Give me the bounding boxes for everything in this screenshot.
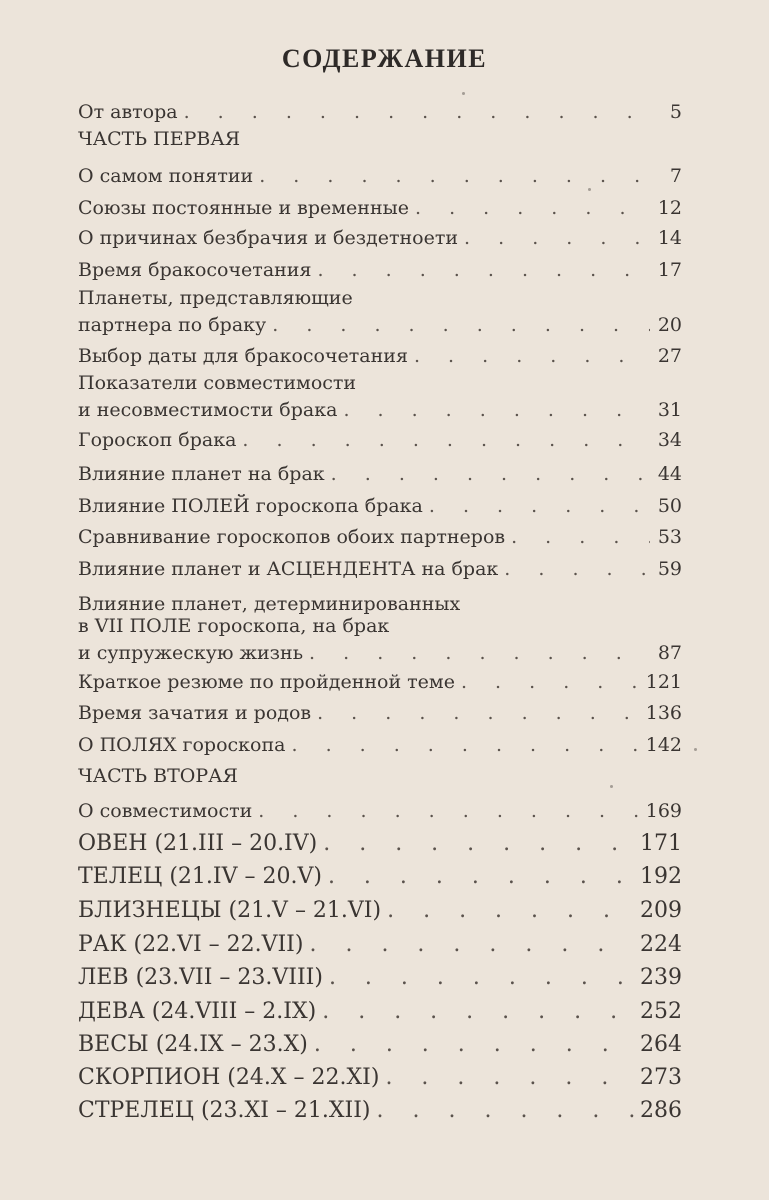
dot-leader [317,697,640,729]
toc-page-number: 7 [669,165,682,187]
toc-entry-title: Влияние ПОЛЕЙ гороскопа брака [78,495,423,517]
toc-page-number: 252 [640,999,682,1024]
toc-page-number: 44 [657,463,682,485]
toc-page-number: 169 [645,800,682,822]
toc-page-number: 50 [657,495,682,517]
toc-page-number: 209 [640,898,682,923]
paper-speck [694,748,697,751]
toc-entry [78,697,682,729]
toc-entry-title: О ПОЛЯХ гороскопа [78,734,286,756]
toc-entry-title: Гороскоп брака [78,429,237,451]
toc-entry [78,1095,682,1127]
toc-page-number: 87 [657,642,682,664]
toc-page-number: 136 [645,702,682,724]
toc-page-number: 239 [640,965,682,990]
toc-section-title: ЧАСТЬ ВТОРАЯ [78,765,238,787]
toc-entry-title: ОВЕН (21.III – 20.IV) [78,831,318,856]
dot-leader [328,861,634,893]
dot-leader [322,996,634,1028]
dot-leader [331,458,650,490]
toc-entry [78,160,682,192]
toc-entry-title: О совместимости [78,800,253,822]
toc-page-number: 264 [640,1032,682,1057]
dot-leader [309,637,650,669]
toc-section-title: ЧАСТЬ ПЕРВАЯ [78,128,241,150]
toc-entry [78,490,682,522]
toc-entry-title: Время зачатия и родов [78,702,312,724]
toc-entry-title: Краткое резюме по пройденной теме [78,671,455,693]
toc-entry-title: СКОРПИОН (24.X – 22.XI) [78,1065,380,1090]
toc-page-number: 20 [657,314,682,336]
toc-entry-title-line: Влияние планет, детерминированных [78,593,461,615]
toc-page-number: 121 [645,671,682,693]
dot-leader [387,895,634,927]
toc-entry-title: О самом понятии [78,165,254,187]
toc-page-number: 31 [657,399,682,421]
toc-entry [78,222,682,254]
toc-entry [78,929,682,961]
toc-entry-title: Сравнивание гороскопов обоих партнеров [78,526,506,548]
toc-entry [78,1029,682,1061]
toc-entry-title: От автора [78,101,178,123]
dot-leader [385,1062,634,1094]
dot-leader [291,729,639,761]
toc-entry-title: Время бракосочетания [78,259,312,281]
dot-leader [414,340,650,372]
toc-entry-title: и несовместимости брака [78,399,338,421]
toc-entry [78,254,682,286]
toc-page-number: 17 [657,259,682,281]
toc-entry-title: ЛЕВ (23.VII – 23.VIII) [78,965,323,990]
toc-page-number: 192 [640,864,682,889]
toc-entry-title: БЛИЗНЕЦЫ (21.V – 21.VI) [78,898,382,923]
toc-page-number: 12 [657,197,682,219]
toc-entry-title: РАК (22.VI – 22.VII) [78,932,304,957]
toc-page-number: 5 [669,101,682,123]
toc-section-heading [78,123,682,155]
toc-entry [78,996,682,1028]
dot-leader [242,424,650,456]
toc-entry-title: Влияние планет и АСЦЕНДЕНТА на брак [78,558,499,580]
dot-leader [511,521,650,553]
toc-entry-title: ВЕСЫ (24.IX – 23.X) [78,1032,308,1057]
toc-entry [78,287,682,341]
dot-leader [314,1029,634,1061]
toc-entry-title: ДЕВА (24.VIII – 2.IX) [78,999,317,1024]
toc-page-number: 34 [657,429,682,451]
toc-entry [78,340,682,372]
dot-leader [343,394,650,426]
toc-entry [78,372,682,426]
toc-page-number: 273 [640,1065,682,1090]
toc-entry-title: О причинах безбрачия и бездетноети [78,227,459,249]
toc-entry-title-line: Показатели совместимости [78,372,357,394]
toc-entry [78,962,682,994]
dot-leader [461,666,640,698]
toc-page-number: 14 [657,227,682,249]
toc-entry-title: СТРЕЛЕЦ (23.XI – 21.XII) [78,1098,371,1123]
toc-page-number: 171 [640,831,682,856]
toc-entry [78,729,682,761]
toc-page-number: 59 [657,558,682,580]
toc-entry-title-line: Планеты, представляющие [78,287,353,309]
toc-entry [78,795,682,827]
toc-entry-title-line: в VII ПОЛЕ гороскопа, на брак [78,615,390,637]
toc-entry [78,424,682,456]
dot-leader [464,222,650,254]
paper-speck [462,92,465,95]
toc-entry [78,861,682,893]
toc-entry [78,553,682,585]
toc-entry [78,666,682,698]
dot-leader [323,828,634,860]
toc-entry-title: Выбор даты для бракосочетания [78,345,408,367]
dot-leader [329,962,634,994]
toc-page-number: 142 [645,734,682,756]
toc-page-number: 286 [640,1098,682,1123]
toc-entry [78,458,682,490]
toc-page-number: 53 [657,526,682,548]
toc-entry [78,593,682,669]
toc-entry [78,521,682,553]
toc-page-number: 224 [640,932,682,957]
toc-entry [78,192,682,224]
toc-entry-title: Союзы постоянные и временные [78,197,409,219]
toc-entry-title: и супружескую жизнь [78,642,304,664]
contents-heading: СОДЕРЖАНИЕ [281,44,488,73]
dot-leader [259,160,650,192]
dot-leader [504,553,650,585]
dot-leader [309,929,634,961]
toc-entry [78,1062,682,1094]
toc-section-heading [78,760,682,792]
dot-leader [429,490,650,522]
toc-entry [78,895,682,927]
toc-entry-title: ТЕЛЕЦ (21.IV – 20.V) [78,864,322,889]
paper-speck [610,785,613,788]
dot-leader [258,795,639,827]
toc-page-number: 27 [657,345,682,367]
paper-speck [588,188,591,191]
dot-leader [415,192,650,224]
dot-leader [377,1095,635,1127]
toc-entry-title: партнера по браку [78,314,267,336]
toc-entry [78,828,682,860]
toc-entry-title: Влияние планет на брак [78,463,325,485]
dot-leader [272,309,650,341]
dot-leader [317,254,650,286]
